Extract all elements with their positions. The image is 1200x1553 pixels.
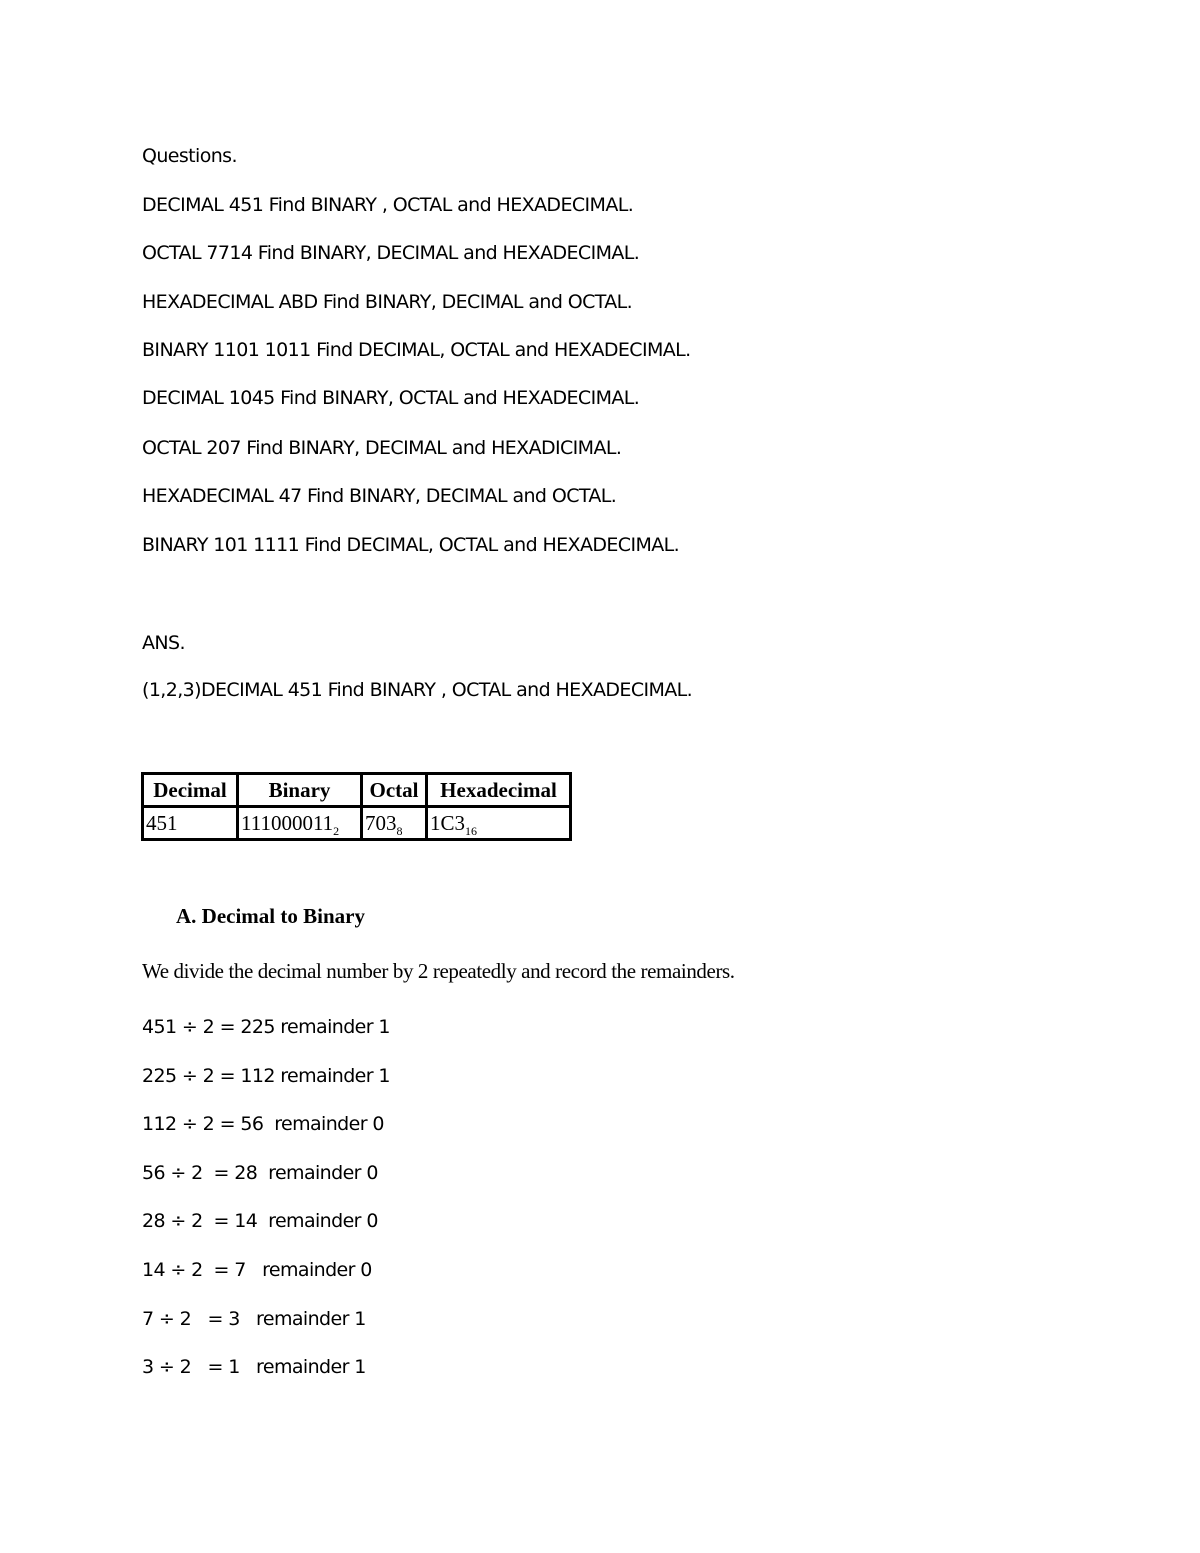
division-step: 7 ÷ 2 = 3 remainder 1 (142, 1308, 366, 1330)
cell-octal (362, 807, 427, 840)
table-header-row (143, 774, 571, 807)
header-binary: Binary (238, 774, 362, 807)
answer-question: (1,2,3)DECIMAL 451 Find BINARY , OCTAL and HEXADECIMAL. (142, 679, 693, 701)
cell-binary (238, 807, 362, 840)
questions-heading: Questions. (142, 145, 237, 167)
section-intro: We divide the decimal number by 2 repeatedly and record the remainders. (142, 959, 735, 983)
answer-heading: ANS. (142, 632, 185, 654)
header-octal: Octal (362, 774, 427, 807)
cell-hexadecimal (427, 807, 571, 840)
division-step: 225 ÷ 2 = 112 remainder 1 (142, 1065, 390, 1087)
conversion-table (141, 772, 572, 841)
division-step: 3 ÷ 2 = 1 remainder 1 (142, 1356, 366, 1378)
table-row (143, 807, 571, 840)
question-item: BINARY 101 1111 Find DECIMAL, OCTAL and HEXADECIMAL. (142, 534, 680, 556)
hex-value: 1C3 (430, 810, 466, 835)
hex-base: 16 (465, 823, 478, 838)
division-step: 28 ÷ 2 = 14 remainder 0 (142, 1210, 378, 1232)
octal-base: 8 (396, 823, 403, 838)
octal-value: 703 (365, 810, 397, 835)
division-step: 451 ÷ 2 = 225 remainder 1 (142, 1016, 390, 1038)
header-decimal: Decimal (143, 774, 238, 807)
binary-base: 2 (333, 823, 340, 838)
question-item: DECIMAL 1045 Find BINARY, OCTAL and HEXADECIMAL. (142, 387, 640, 409)
division-step: 56 ÷ 2 = 28 remainder 0 (142, 1162, 378, 1184)
question-item: DECIMAL 451 Find BINARY , OCTAL and HEXADECIMAL. (142, 194, 634, 216)
header-hexadecimal: Hexadecimal (427, 774, 571, 807)
binary-value: 111000011 (241, 810, 334, 835)
section-heading: A. Decimal to Binary (176, 904, 365, 928)
division-step: 112 ÷ 2 = 56 remainder 0 (142, 1113, 384, 1135)
cell-decimal: 451 (143, 807, 238, 840)
question-item: OCTAL 7714 Find BINARY, DECIMAL and HEXADECIMAL. (142, 242, 640, 264)
question-item: OCTAL 207 Find BINARY, DECIMAL and HEXADICIMAL. (142, 437, 622, 459)
division-step: 14 ÷ 2 = 7 remainder 0 (142, 1259, 372, 1281)
question-item: BINARY 1101 1011 Find DECIMAL, OCTAL and HEXADECIMAL. (142, 339, 691, 361)
question-item: HEXADECIMAL ABD Find BINARY, DECIMAL and OCTAL. (142, 291, 633, 313)
question-item: HEXADECIMAL 47 Find BINARY, DECIMAL and OCTAL. (142, 485, 617, 507)
